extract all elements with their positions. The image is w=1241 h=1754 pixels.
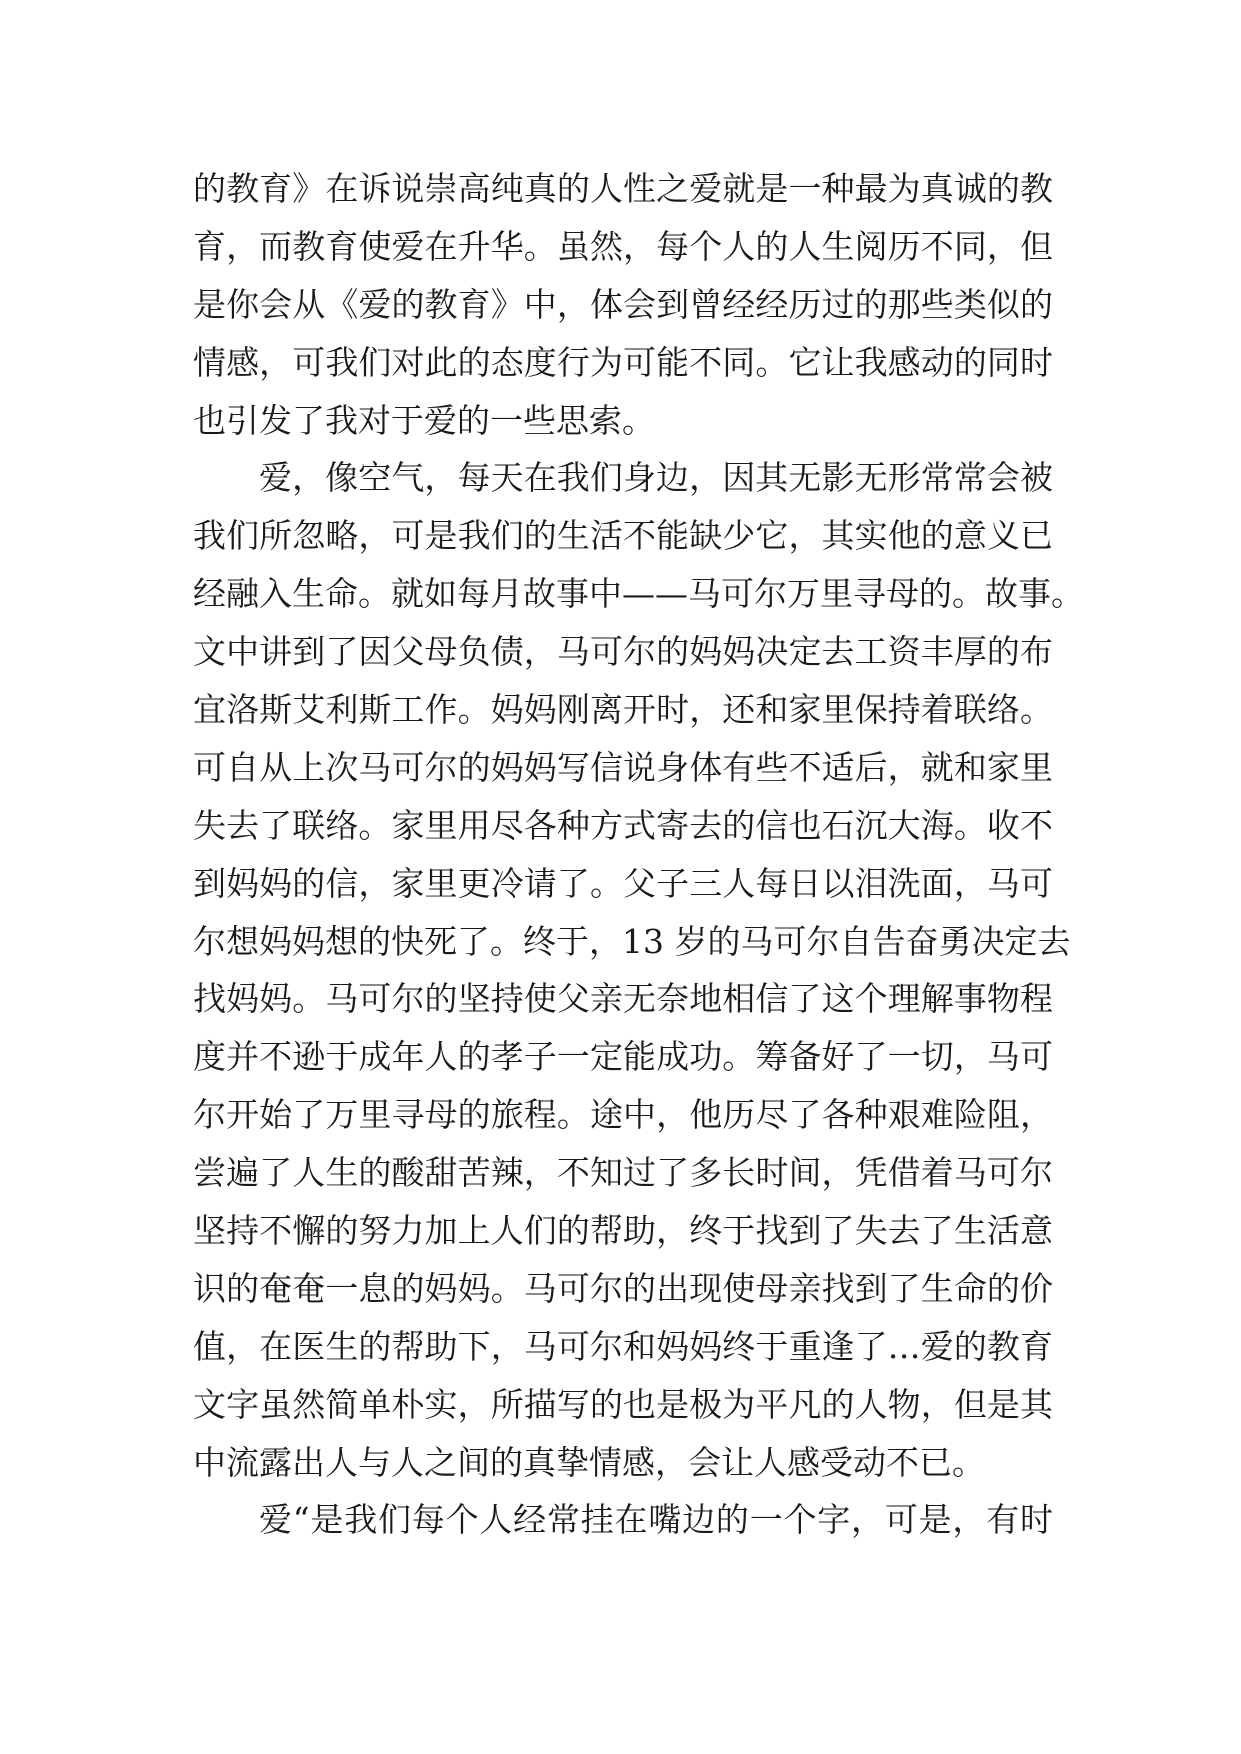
text-line: 失去了联络。家里用尽各种方式寄去的信也石沉大海。收不 xyxy=(193,805,1053,845)
paragraph-first-line: 爱“是我们每个人经常挂在嘴边的一个字，可是，有时 xyxy=(259,1500,1053,1540)
text-line: 经融入生命。就如每月故事中——马可尔万里寻母的。故事。 xyxy=(193,574,1084,614)
text-line: 育，而教育使爱在升华。虽然，每个人的人生阅历不同，但 xyxy=(193,226,1053,266)
text-line: 我们所忽略，可是我们的生活不能缺少它，其实他的意义已 xyxy=(193,516,1053,556)
text-line: 也引发了我对于爱的一些思索。 xyxy=(193,400,655,440)
text-line: 值，在医生的帮助下，马可尔和妈妈终于重逢了…爱的教育 xyxy=(193,1326,1053,1366)
text-line: 中流露出人与人之间的真挚情感，会让人感受动不已。 xyxy=(193,1442,985,1482)
text-line: 找妈妈。马可尔的坚持使父亲无奈地相信了这个理解事物程 xyxy=(193,979,1053,1019)
text-line: 的教育》在诉说崇高纯真的人性之爱就是一种最为真诚的教 xyxy=(193,169,1053,208)
text-line: 文中讲到了因父母负债，马可尔的妈妈决定去工资丰厚的布 xyxy=(193,632,1053,672)
text-line: 尔开始了万里寻母的旅程。途中，他历尽了各种艰难险阻， xyxy=(193,1095,1053,1135)
text-line: 宜洛斯艾利斯工作。妈妈刚离开时，还和家里保持着联络。 xyxy=(193,690,1053,730)
text-line: 可自从上次马可尔的妈妈写信说身体有些不适后，就和家里 xyxy=(193,747,1053,787)
text-line: 识的奄奄一息的妈妈。马可尔的出现使母亲找到了生命的价 xyxy=(193,1268,1053,1308)
paragraph-first-line: 爱，像空气，每天在我们身边，因其无影无形常常会被 xyxy=(259,458,1053,498)
text-line: 到妈妈的信，家里更冷请了。父子三人每日以泪洗面，马可 xyxy=(193,863,1053,903)
text-line: 是你会从《爱的教育》中，体会到曾经经历过的那些类似的 xyxy=(193,284,1053,324)
text-line: 情感，可我们对此的态度行为可能不同。它让我感动的同时 xyxy=(193,342,1053,382)
text-line: 文字虽然简单朴实，所描写的也是极为平凡的人物，但是其 xyxy=(193,1384,1053,1424)
body-text xyxy=(193,160,1084,1549)
text-line: 度并不逊于成年人的孝子一定能成功。筹备好了一切，马可 xyxy=(193,1037,1053,1077)
text-line: 尔想妈妈想的快死了。终于，13 岁的马可尔自告奋勇决定去 xyxy=(193,921,1071,961)
text-line: 坚持不懈的努力加上人们的帮助，终于找到了失去了生活意 xyxy=(193,1211,1053,1251)
text-line: 尝遍了人生的酸甜苦辣，不知过了多长时间，凭借着马可尔 xyxy=(193,1153,1053,1193)
